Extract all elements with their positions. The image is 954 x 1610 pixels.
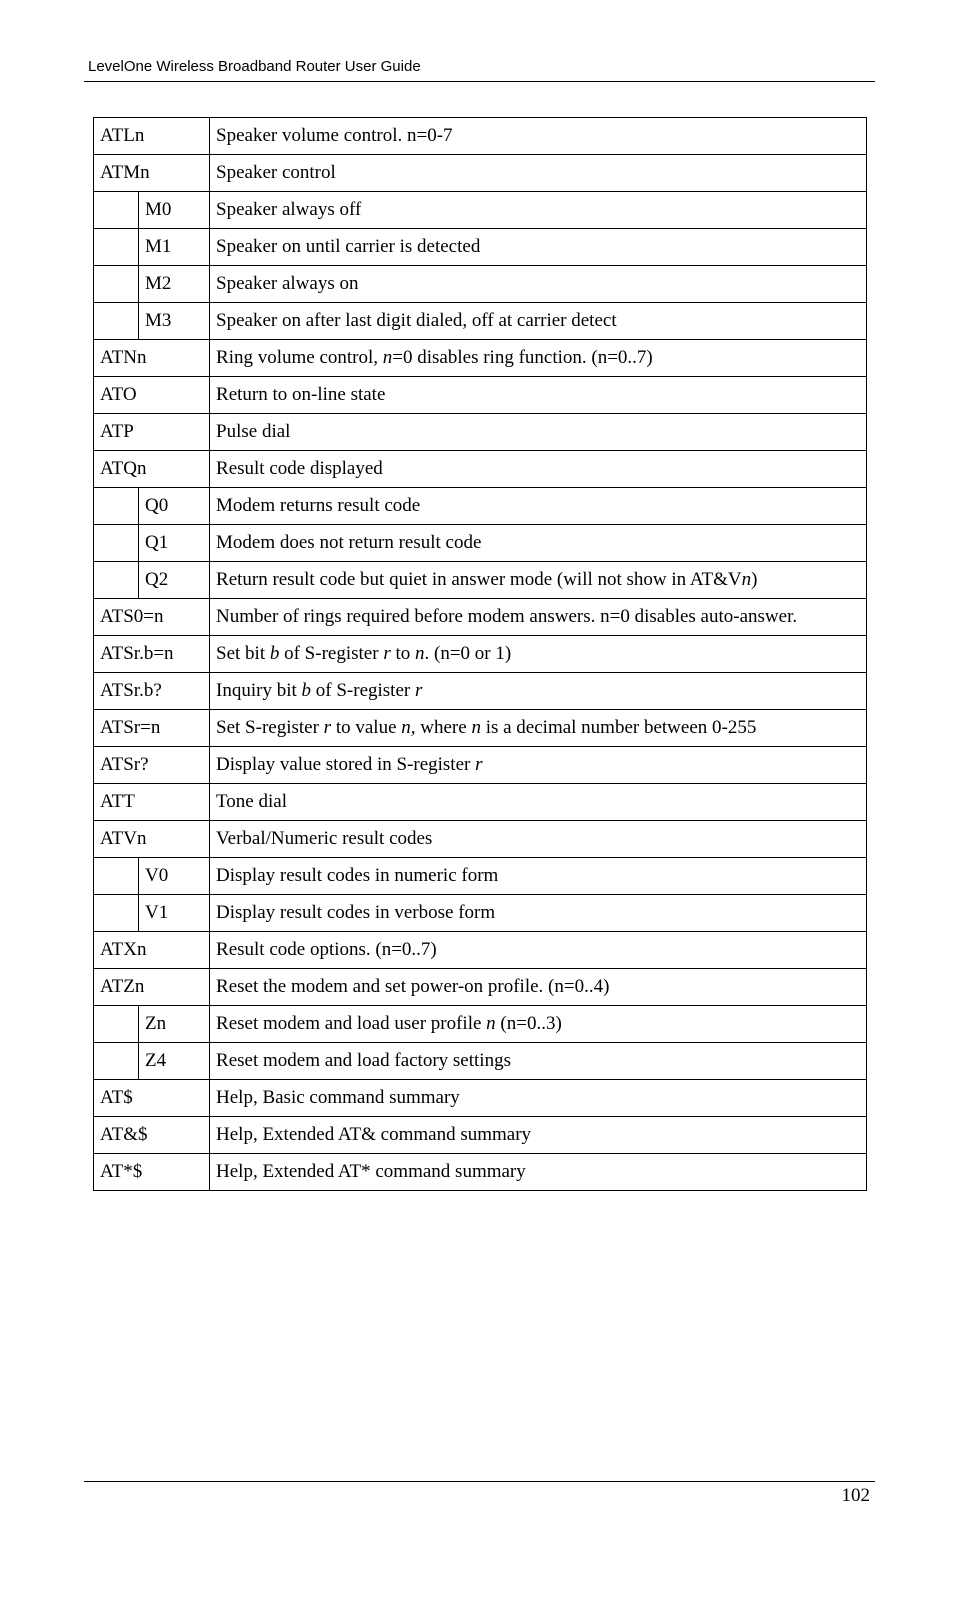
description-text: )	[751, 569, 758, 590]
description-text: Reset modem and load user profile	[216, 1013, 487, 1034]
indent-cell	[94, 858, 139, 895]
description-cell	[210, 636, 867, 673]
sub-option-cell: Q0	[139, 488, 210, 525]
variable-text: b	[301, 680, 312, 701]
sub-option-row	[94, 895, 867, 932]
description-text: Result code displayed	[216, 458, 383, 479]
description-cell	[210, 266, 867, 303]
command-cell: ATVn	[94, 821, 210, 858]
description-text: Return to on-line state	[216, 384, 386, 405]
command-row	[94, 155, 867, 192]
description-cell	[210, 895, 867, 932]
command-cell: ATQn	[94, 451, 210, 488]
indent-cell	[94, 303, 139, 340]
description-text: Display value stored in S-register	[216, 754, 476, 775]
description-cell	[210, 155, 867, 192]
command-cell: ATO	[94, 377, 210, 414]
description-cell	[210, 229, 867, 266]
sub-option-cell: Q1	[139, 525, 210, 562]
description-cell	[210, 673, 867, 710]
description-cell	[210, 451, 867, 488]
description-cell	[210, 377, 867, 414]
command-row	[94, 1080, 867, 1117]
description-text: Display result codes in verbose form	[216, 902, 496, 923]
description-text: Reset modem and load factory settings	[216, 1050, 511, 1071]
at-command-table-body	[94, 118, 867, 1191]
description-text: Set bit	[216, 643, 270, 664]
description-cell	[210, 1117, 867, 1154]
command-row	[94, 821, 867, 858]
description-text: Help, Extended AT& command summary	[216, 1124, 532, 1145]
variable-text: r	[414, 680, 423, 701]
description-cell	[210, 969, 867, 1006]
description-cell	[210, 858, 867, 895]
description-cell	[210, 710, 867, 747]
command-cell: ATS0=n	[94, 599, 210, 636]
description-text: Speaker always on	[216, 273, 359, 294]
description-text: Set S-register	[216, 717, 324, 738]
description-text: is a decimal number between 0-255	[480, 717, 757, 738]
indent-cell	[94, 1043, 139, 1080]
description-cell	[210, 488, 867, 525]
description-cell	[210, 525, 867, 562]
description-text: of S-register	[279, 643, 384, 664]
description-cell	[210, 932, 867, 969]
sub-option-row	[94, 562, 867, 599]
description-text: Display result codes in numeric form	[216, 865, 499, 886]
command-row	[94, 673, 867, 710]
sub-option-cell: M0	[139, 192, 210, 229]
sub-option-cell: Q2	[139, 562, 210, 599]
command-row	[94, 414, 867, 451]
description-text: (n=0..3)	[495, 1013, 562, 1034]
sub-option-row	[94, 266, 867, 303]
command-row	[94, 932, 867, 969]
description-cell	[210, 599, 867, 636]
description-text: , where	[410, 717, 472, 738]
command-row	[94, 1117, 867, 1154]
description-cell	[210, 192, 867, 229]
description-text: Speaker on until carrier is detected	[216, 236, 481, 257]
sub-option-row	[94, 303, 867, 340]
variable-text: n	[741, 569, 752, 590]
description-text: =0 disables ring function. (n=0..7)	[392, 347, 653, 368]
description-text: Speaker on after last digit dialed, off at carrier detect	[216, 310, 617, 331]
indent-cell	[94, 229, 139, 266]
command-cell: ATMn	[94, 155, 210, 192]
description-text: Speaker always off	[216, 199, 362, 220]
indent-cell	[94, 895, 139, 932]
sub-option-row	[94, 192, 867, 229]
variable-text: n	[382, 347, 393, 368]
sub-option-cell: M3	[139, 303, 210, 340]
variable-text: b	[269, 643, 280, 664]
description-text: Tone dial	[216, 791, 287, 812]
indent-cell	[94, 488, 139, 525]
description-text: Pulse dial	[216, 421, 291, 442]
description-text: Number of rings required before modem answers. n=0 disables auto-answer.	[216, 606, 798, 627]
description-text: Return result code but quiet in answer mode (will not show in AT&V	[216, 569, 742, 590]
command-row	[94, 784, 867, 821]
command-cell: AT&$	[94, 1117, 210, 1154]
variable-text: n	[401, 717, 411, 738]
indent-cell	[94, 266, 139, 303]
description-text: Speaker control	[216, 162, 336, 183]
sub-option-row	[94, 229, 867, 266]
command-cell: ATXn	[94, 932, 210, 969]
command-row	[94, 747, 867, 784]
sub-option-cell: M2	[139, 266, 210, 303]
description-cell	[210, 1006, 867, 1043]
at-command-table	[93, 117, 867, 1191]
command-cell: ATZn	[94, 969, 210, 1006]
page-header-title: LevelOne Wireless Broadband Router User Guide	[88, 58, 421, 75]
description-cell	[210, 1080, 867, 1117]
command-row	[94, 969, 867, 1006]
description-text: Inquiry bit	[216, 680, 302, 701]
command-cell: ATP	[94, 414, 210, 451]
header-divider	[84, 81, 875, 82]
description-cell	[210, 340, 867, 377]
description-cell	[210, 118, 867, 155]
indent-cell	[94, 562, 139, 599]
indent-cell	[94, 1006, 139, 1043]
command-row	[94, 1154, 867, 1191]
command-row	[94, 636, 867, 673]
indent-cell	[94, 192, 139, 229]
command-cell: ATSr=n	[94, 710, 210, 747]
sub-option-cell: Zn	[139, 1006, 210, 1043]
description-text: Modem does not return result code	[216, 532, 482, 553]
sub-option-cell: V0	[139, 858, 210, 895]
command-cell: AT*$	[94, 1154, 210, 1191]
description-cell	[210, 1043, 867, 1080]
description-cell	[210, 821, 867, 858]
description-text: Ring volume control,	[216, 347, 383, 368]
command-row	[94, 451, 867, 488]
command-row	[94, 118, 867, 155]
command-row	[94, 599, 867, 636]
variable-text: n	[486, 1013, 496, 1034]
sub-option-row	[94, 1043, 867, 1080]
command-cell: ATT	[94, 784, 210, 821]
command-cell: ATSr.b?	[94, 673, 210, 710]
description-cell	[210, 414, 867, 451]
description-text: to value	[331, 717, 402, 738]
sub-option-cell: V1	[139, 895, 210, 932]
sub-option-cell: M1	[139, 229, 210, 266]
sub-option-cell: Z4	[139, 1043, 210, 1080]
command-row	[94, 340, 867, 377]
command-row	[94, 710, 867, 747]
description-text: . (n=0 or 1)	[424, 643, 512, 664]
description-cell	[210, 747, 867, 784]
description-text: of S-register	[311, 680, 415, 701]
command-cell: ATNn	[94, 340, 210, 377]
variable-text: r	[383, 643, 391, 664]
page-number: 102	[841, 1485, 870, 1506]
description-cell	[210, 562, 867, 599]
description-text: Verbal/Numeric result codes	[216, 828, 433, 849]
variable-text: r	[475, 754, 483, 775]
description-text: Help, Basic command summary	[216, 1087, 460, 1108]
description-cell	[210, 1154, 867, 1191]
description-cell	[210, 784, 867, 821]
description-text: Result code options. (n=0..7)	[216, 939, 437, 960]
description-cell	[210, 303, 867, 340]
indent-cell	[94, 525, 139, 562]
description-text: Reset the modem and set power-on profile. (n=0..4)	[216, 976, 610, 997]
variable-text: r	[323, 717, 332, 738]
sub-option-row	[94, 858, 867, 895]
sub-option-row	[94, 525, 867, 562]
description-text: to	[390, 643, 415, 664]
command-cell: ATSr?	[94, 747, 210, 784]
sub-option-row	[94, 488, 867, 525]
description-text: Speaker volume control. n=0-7	[216, 125, 453, 146]
footer-divider	[84, 1481, 875, 1482]
variable-text: n	[415, 643, 425, 664]
command-cell: ATSr.b=n	[94, 636, 210, 673]
command-row	[94, 377, 867, 414]
description-text: Modem returns result code	[216, 495, 421, 516]
variable-text: n	[471, 717, 481, 738]
command-cell: ATLn	[94, 118, 210, 155]
command-cell: AT$	[94, 1080, 210, 1117]
description-text: Help, Extended AT* command summary	[216, 1161, 526, 1182]
sub-option-row	[94, 1006, 867, 1043]
